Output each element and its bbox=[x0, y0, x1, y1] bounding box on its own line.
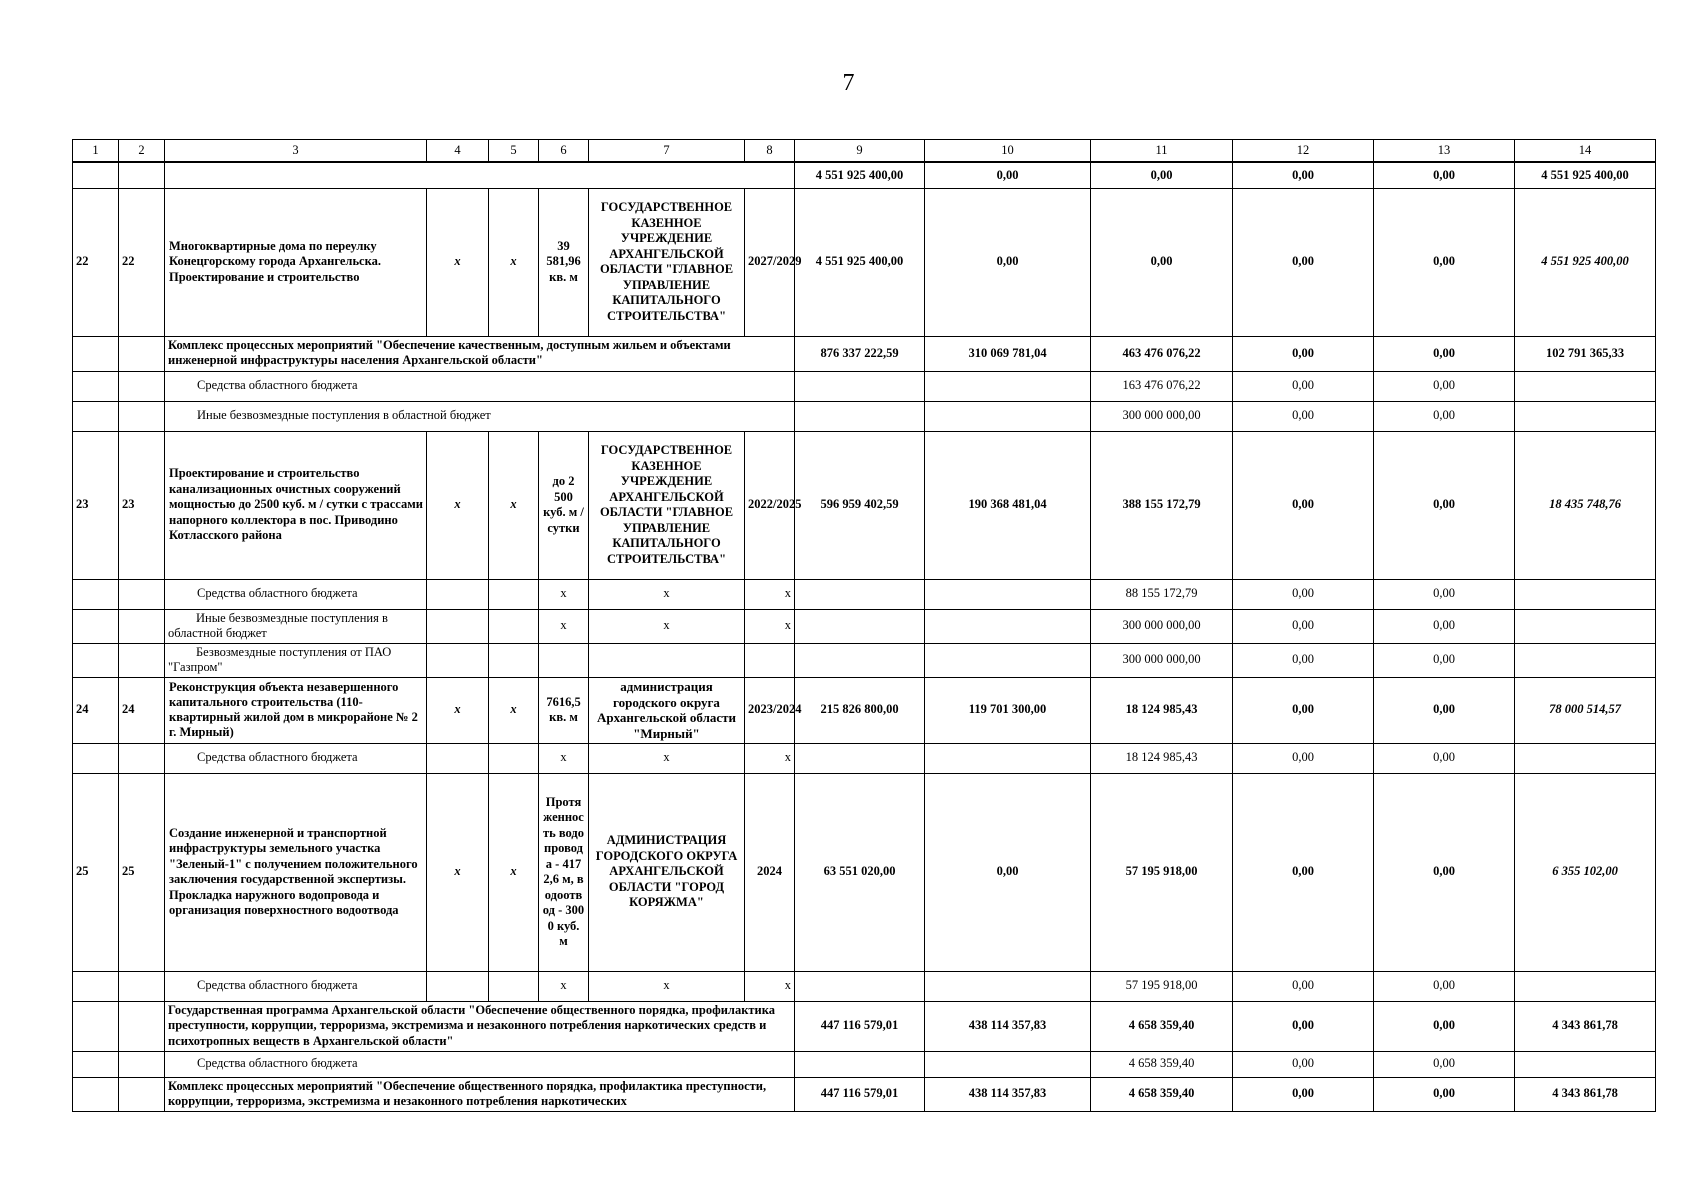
value-c13: 0,00 bbox=[1374, 336, 1515, 371]
cell-x: x bbox=[745, 743, 795, 773]
object-name: Многоквартирные дома по переулку Конецгорскому города Архангельска. Проектирование и строительство bbox=[165, 188, 427, 336]
cell-x: x bbox=[745, 609, 795, 643]
value-c13: 0,00 bbox=[1374, 643, 1515, 677]
budget-table bbox=[72, 139, 1656, 1112]
cell-x: x bbox=[589, 743, 745, 773]
page-number: 7 bbox=[842, 70, 855, 96]
capacity: 7616,5 кв. м bbox=[539, 677, 589, 743]
value-c13: 0,00 bbox=[1374, 1001, 1515, 1051]
value-c13: 0,00 bbox=[1374, 1051, 1515, 1077]
table-row-24 bbox=[73, 677, 1656, 743]
capacity: Протяженность водопровода - 4172,6 м, водоотвод - 3000 куб. м bbox=[539, 773, 589, 971]
customer: ГОСУДАРСТВЕННОЕ КАЗЕННОЕ УЧРЕЖДЕНИЕ АРХАНГЕЛЬСКОЙ ОБЛАСТИ "ГЛАВНОЕ УПРАВЛЕНИЕ КАПИТАЛЬНОГО СТРОИТЕЛЬСТВА" bbox=[589, 431, 745, 579]
cell-x: x bbox=[489, 188, 539, 336]
column-number-row bbox=[73, 140, 1656, 163]
complex-name: Комплекс процессных мероприятий "Обеспечение общественного порядка, профилактика преступности, коррупции, терроризма, экстремизма и незаконного потребления наркотических bbox=[165, 1077, 795, 1111]
value-c12: 0,00 bbox=[1233, 431, 1374, 579]
cell-x: x bbox=[589, 609, 745, 643]
row-index: 23 bbox=[119, 431, 165, 579]
value-c11: 57 195 918,00 bbox=[1091, 773, 1233, 971]
object-name: Проектирование и строительство канализационных очистных сооружений мощностью до 2500 куб. м / сутки с трассами напорного коллектора в пос. Приводино Котласского района bbox=[165, 431, 427, 579]
value-c13: 0,00 bbox=[1374, 773, 1515, 971]
cell-x: x bbox=[489, 431, 539, 579]
column-number: 6 bbox=[539, 140, 589, 163]
value-c11: 0,00 bbox=[1091, 188, 1233, 336]
value-c14: 4 343 861,78 bbox=[1515, 1077, 1656, 1111]
customer: АДМИНИСТРАЦИЯ ГОРОДСКОГО ОКРУГА АРХАНГЕЛЬСКОЙ ОБЛАСТИ "ГОРОД КОРЯЖМА" bbox=[589, 773, 745, 971]
cell-x: x bbox=[745, 971, 795, 1001]
value-c9: 63 551 020,00 bbox=[795, 773, 925, 971]
value-c13: 0,00 bbox=[1374, 579, 1515, 609]
complex1-row bbox=[73, 336, 1656, 371]
value-c13: 0,00 bbox=[1374, 743, 1515, 773]
table-row-25 bbox=[73, 773, 1656, 971]
object-name: Создание инженерной и транспортной инфраструктуры земельного участка "Зеленый-1" с получением положительного заключения государственной экспертизы. Прокладка наружного водопровода и организация поверхностного водоотвода bbox=[165, 773, 427, 971]
value-c11: 88 155 172,79 bbox=[1091, 579, 1233, 609]
value-c9: 215 826 800,00 bbox=[795, 677, 925, 743]
value-c10: 0,00 bbox=[925, 773, 1091, 971]
column-number: 8 bbox=[745, 140, 795, 163]
value-c13: 0,00 bbox=[1374, 431, 1515, 579]
value-c9: 447 116 579,01 bbox=[795, 1001, 925, 1051]
row-index: 25 bbox=[119, 773, 165, 971]
value-c11: 4 658 359,40 bbox=[1091, 1001, 1233, 1051]
cell-x: x bbox=[489, 677, 539, 743]
value-c10: 190 368 481,04 bbox=[925, 431, 1091, 579]
value-c13: 0,00 bbox=[1374, 677, 1515, 743]
complex-name: Комплекс процессных мероприятий "Обеспечение качественным, доступным жильем и объектами инженерной инфраструктуры населения Архангельской области" bbox=[165, 336, 795, 371]
cell-x: x bbox=[427, 773, 489, 971]
cell-x: x bbox=[427, 431, 489, 579]
value-c12: 0,00 bbox=[1233, 643, 1374, 677]
row25-regional-row bbox=[73, 971, 1656, 1001]
value-c14: 4 343 861,78 bbox=[1515, 1001, 1656, 1051]
value-c9: 447 116 579,01 bbox=[795, 1077, 925, 1111]
value-c9: 596 959 402,59 bbox=[795, 431, 925, 579]
value-c10: 438 114 357,83 bbox=[925, 1077, 1091, 1111]
period: 2023/2024 bbox=[745, 677, 795, 743]
column-number: 2 bbox=[119, 140, 165, 163]
capacity: до 2 500 куб. м / сутки bbox=[539, 431, 589, 579]
total-c9: 4 551 925 400,00 bbox=[795, 162, 925, 188]
value-c13: 0,00 bbox=[1374, 1077, 1515, 1111]
column-number: 13 bbox=[1374, 140, 1515, 163]
value-c12: 0,00 bbox=[1233, 579, 1374, 609]
value-c11: 4 658 359,40 bbox=[1091, 1051, 1233, 1077]
column-number: 3 bbox=[165, 140, 427, 163]
cell-x: x bbox=[589, 971, 745, 1001]
customer: ГОСУДАРСТВЕННОЕ КАЗЕННОЕ УЧРЕЖДЕНИЕ АРХАНГЕЛЬСКОЙ ОБЛАСТИ "ГЛАВНОЕ УПРАВЛЕНИЕ КАПИТАЛЬНОГО СТРОИТЕЛЬСТВА" bbox=[589, 188, 745, 336]
cell-x: x bbox=[489, 773, 539, 971]
column-number: 1 bbox=[73, 140, 119, 163]
program-row bbox=[73, 1001, 1656, 1051]
column-number: 9 bbox=[795, 140, 925, 163]
value-c13: 0,00 bbox=[1374, 401, 1515, 431]
complex1-regional-row bbox=[73, 371, 1656, 401]
column-number: 7 bbox=[589, 140, 745, 163]
column-number: 4 bbox=[427, 140, 489, 163]
column-number: 12 bbox=[1233, 140, 1374, 163]
cell-x: x bbox=[745, 579, 795, 609]
cell-x: x bbox=[539, 609, 589, 643]
column-number: 10 bbox=[925, 140, 1091, 163]
value-c12: 0,00 bbox=[1233, 677, 1374, 743]
value-c11: 163 476 076,22 bbox=[1091, 371, 1233, 401]
value-c11: 4 658 359,40 bbox=[1091, 1077, 1233, 1111]
value-c13: 0,00 bbox=[1374, 971, 1515, 1001]
value-c10: 119 701 300,00 bbox=[925, 677, 1091, 743]
funding-source: Средства областного бюджета bbox=[165, 971, 427, 1001]
total-row bbox=[73, 162, 1656, 188]
total-c13: 0,00 bbox=[1374, 162, 1515, 188]
value-c11: 57 195 918,00 bbox=[1091, 971, 1233, 1001]
value-c10: 0,00 bbox=[925, 188, 1091, 336]
value-c11: 300 000 000,00 bbox=[1091, 609, 1233, 643]
cell-x: x bbox=[539, 579, 589, 609]
row-index: 22 bbox=[119, 188, 165, 336]
value-c11: 388 155 172,79 bbox=[1091, 431, 1233, 579]
value-c12: 0,00 bbox=[1233, 609, 1374, 643]
funding-source: Средства областного бюджета bbox=[165, 371, 795, 401]
value-c14: 4 551 925 400,00 bbox=[1515, 188, 1656, 336]
value-c12: 0,00 bbox=[1233, 743, 1374, 773]
column-number: 5 bbox=[489, 140, 539, 163]
value-c13: 0,00 bbox=[1374, 188, 1515, 336]
value-c12: 0,00 bbox=[1233, 1077, 1374, 1111]
value-c10: 438 114 357,83 bbox=[925, 1001, 1091, 1051]
column-number: 11 bbox=[1091, 140, 1233, 163]
funding-source: Средства областного бюджета bbox=[165, 743, 427, 773]
cell-x: x bbox=[427, 677, 489, 743]
table-row-23 bbox=[73, 431, 1656, 579]
cell-x: x bbox=[539, 971, 589, 1001]
row-index: 25 bbox=[73, 773, 119, 971]
total-c11: 0,00 bbox=[1091, 162, 1233, 188]
capacity: 39 581,96 кв. м bbox=[539, 188, 589, 336]
value-c11: 18 124 985,43 bbox=[1091, 743, 1233, 773]
cell-x: x bbox=[589, 579, 745, 609]
value-c14: 78 000 514,57 bbox=[1515, 677, 1656, 743]
value-c11: 300 000 000,00 bbox=[1091, 643, 1233, 677]
cell-x: x bbox=[427, 188, 489, 336]
value-c12: 0,00 bbox=[1233, 773, 1374, 971]
value-c11: 18 124 985,43 bbox=[1091, 677, 1233, 743]
value-c12: 0,00 bbox=[1233, 1001, 1374, 1051]
row-index: 24 bbox=[73, 677, 119, 743]
value-c14: 6 355 102,00 bbox=[1515, 773, 1656, 971]
period: 2024 bbox=[745, 773, 795, 971]
value-c11: 463 476 076,22 bbox=[1091, 336, 1233, 371]
funding-source: Иные безвозмездные поступления в областной бюджет bbox=[165, 609, 427, 643]
complex1-other-row bbox=[73, 401, 1656, 431]
value-c12: 0,00 bbox=[1233, 336, 1374, 371]
value-c12: 0,00 bbox=[1233, 401, 1374, 431]
funding-source: Безвозмездные поступления от ПАО "Газпром" bbox=[165, 643, 427, 677]
program-name: Государственная программа Архангельской области "Обеспечение общественного порядка, профилактика преступности, коррупции, терроризма, экстремизма и незаконного потребления наркотических средств и психотропных веществ в Архангельской области" bbox=[165, 1001, 795, 1051]
row23-regional-row bbox=[73, 579, 1656, 609]
object-name: Реконструкция объекта незавершенного капитального строительства (110-квартирный жилой дом в микрорайоне № 2 г. Мирный) bbox=[165, 677, 427, 743]
funding-source: Средства областного бюджета bbox=[165, 1051, 795, 1077]
value-c12: 0,00 bbox=[1233, 188, 1374, 336]
value-c12: 0,00 bbox=[1233, 371, 1374, 401]
value-c9: 876 337 222,59 bbox=[795, 336, 925, 371]
column-number: 14 bbox=[1515, 140, 1656, 163]
value-c12: 0,00 bbox=[1233, 971, 1374, 1001]
row23-other-row bbox=[73, 609, 1656, 643]
value-c13: 0,00 bbox=[1374, 609, 1515, 643]
total-c12: 0,00 bbox=[1233, 162, 1374, 188]
total-c14: 4 551 925 400,00 bbox=[1515, 162, 1656, 188]
period: 2027/2029 bbox=[745, 188, 795, 336]
row-index: 23 bbox=[73, 431, 119, 579]
value-c14: 102 791 365,33 bbox=[1515, 336, 1656, 371]
row-index: 22 bbox=[73, 188, 119, 336]
complex2-row bbox=[73, 1077, 1656, 1111]
cell-x: x bbox=[539, 743, 589, 773]
program-regional-row bbox=[73, 1051, 1656, 1077]
funding-source: Иные безвозмездные поступления в областной бюджет bbox=[165, 401, 795, 431]
total-c10: 0,00 bbox=[925, 162, 1091, 188]
value-c10: 310 069 781,04 bbox=[925, 336, 1091, 371]
value-c13: 0,00 bbox=[1374, 371, 1515, 401]
value-c14: 18 435 748,76 bbox=[1515, 431, 1656, 579]
value-c11: 300 000 000,00 bbox=[1091, 401, 1233, 431]
row23-gazprom-row bbox=[73, 643, 1656, 677]
row-index: 24 bbox=[119, 677, 165, 743]
funding-source: Средства областного бюджета bbox=[165, 579, 427, 609]
customer: администрация городского округа Архангельской области "Мирный" bbox=[589, 677, 745, 743]
value-c12: 0,00 bbox=[1233, 1051, 1374, 1077]
period: 2022/2025 bbox=[745, 431, 795, 579]
table-row-22 bbox=[73, 188, 1656, 336]
value-c9: 4 551 925 400,00 bbox=[795, 188, 925, 336]
row24-regional-row bbox=[73, 743, 1656, 773]
